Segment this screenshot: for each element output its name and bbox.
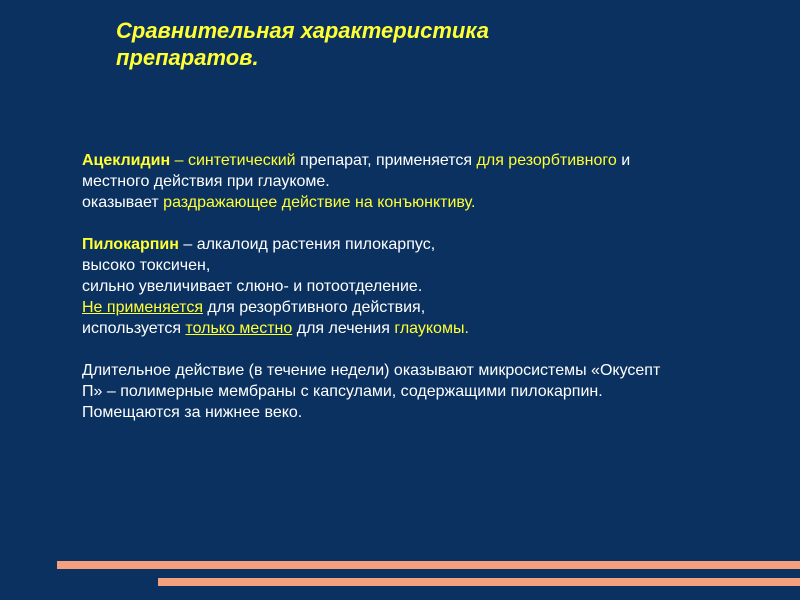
decorative-bar-bottom (158, 578, 800, 586)
aceclidine-paragraph (82, 150, 762, 213)
synthetic-highlight: синтетический (187, 152, 296, 169)
aceclidine-line-1-end: и (616, 152, 631, 169)
pilocarpine-line-5 (82, 318, 762, 339)
irritating-highlight: раздражающее действие на конъюнктиву. (163, 194, 476, 211)
slide-title-line-2: препаратов. (116, 45, 259, 70)
pilocarpine-line-4-rest: для резорбтивного действия, (202, 299, 426, 316)
not-used-highlight: Не применяется (82, 299, 203, 316)
slide-body (82, 150, 762, 444)
aceclidine-line-1-mid: препарат, применяется (295, 152, 477, 169)
aceclidine-dash: – (170, 152, 188, 169)
ocusert-line-1: Длительное действие (в течение недели) оказывают микросистемы «Окусепт (82, 362, 661, 379)
slide-title-line-1: Сравнительная характеристика (116, 18, 489, 43)
pilocarpine-line-5-mid: для лечения (292, 320, 395, 337)
ocusert-line-3: Помещаются за нижнее веко. (82, 404, 303, 421)
ocusert-line-2: П» – полимерные мембраны с капсулами, содержащими пилокарпин. (82, 383, 603, 400)
only-local-highlight: только местно (185, 320, 293, 337)
aceclidine-line-3 (82, 192, 762, 213)
glaucoma-highlight: глаукомы. (394, 320, 469, 337)
pilocarpine-term: Пилокарпин (82, 236, 179, 253)
pilocarpine-line-4 (82, 297, 762, 318)
pilocarpine-line-5-start: используется (82, 320, 186, 337)
aceclidine-line-3-start: оказывает (82, 194, 164, 211)
aceclidine-line-2: местного действия при глаукоме. (82, 173, 330, 190)
decorative-bar-top (57, 561, 800, 569)
aceclidine-term: Ацеклидин (82, 152, 171, 169)
aceclidine-line-1 (82, 150, 762, 171)
pilocarpine-line-1 (82, 234, 762, 255)
resorptive-highlight: для резорбтивного (476, 152, 617, 169)
slide-title (116, 17, 576, 71)
pilocarpine-paragraph (82, 234, 762, 339)
pilocarpine-line-1-rest: – алкалоид растения пилокарпус, (178, 236, 436, 253)
pilocarpine-line-2: высоко токсичен, (82, 257, 211, 274)
pilocarpine-line-3: сильно увеличивает слюно- и потоотделение. (82, 278, 423, 295)
ocusert-paragraph (82, 360, 762, 423)
